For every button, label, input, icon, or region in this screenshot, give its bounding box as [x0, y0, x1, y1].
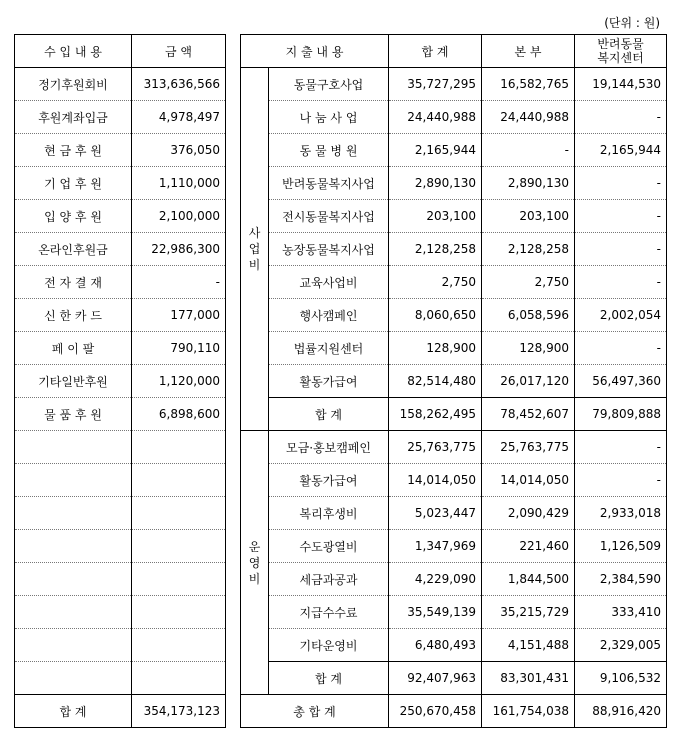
expense-total: 4,229,090	[389, 563, 482, 596]
subtotal-center: 79,809,888	[575, 398, 667, 431]
income-item-header: 수 입 내 용	[15, 35, 132, 68]
expense-item: 활동가급여	[269, 464, 389, 497]
income-amount: 1,110,000	[132, 167, 226, 200]
expense-center: 333,410	[575, 596, 667, 629]
expense-total: 6,480,493	[389, 629, 482, 662]
expense-hq: -	[482, 134, 575, 167]
expense-hq: 26,017,120	[482, 365, 575, 398]
category-char: 비	[248, 571, 261, 586]
income-item: 기타일반후원	[15, 365, 132, 398]
income-empty-row	[15, 629, 226, 662]
expense-item: 지급수수료	[269, 596, 389, 629]
expense-item: 수도광열비	[269, 530, 389, 563]
income-header-row	[15, 35, 226, 68]
expense-total: 35,727,295	[389, 68, 482, 101]
expense-center: -	[575, 167, 667, 200]
expense-hq: 128,900	[482, 332, 575, 365]
unit-label: (단위 : 원)	[604, 16, 660, 30]
subtotal-center: 9,106,532	[575, 662, 667, 695]
expense-item: 반려동물복지사업	[269, 167, 389, 200]
category-char: 업	[248, 242, 261, 256]
expense-center: -	[575, 431, 667, 464]
income-row	[15, 332, 226, 365]
expense-total-header: 합 계	[389, 35, 482, 68]
subtotal-label: 합 계	[269, 662, 389, 695]
income-row	[15, 398, 226, 431]
income-row	[15, 167, 226, 200]
expense-row	[241, 365, 667, 398]
expense-hq: 2,128,258	[482, 233, 575, 266]
expense-item: 동물구호사업	[269, 68, 389, 101]
category-char: 사	[248, 226, 261, 240]
expense-total: 24,440,988	[389, 101, 482, 134]
empty-cell	[132, 530, 226, 563]
subtotal-total: 158,262,495	[389, 398, 482, 431]
expense-center: 2,384,590	[575, 563, 667, 596]
expense-item: 교육사업비	[269, 266, 389, 299]
expense-center: 56,497,360	[575, 365, 667, 398]
expense-hq: 1,844,500	[482, 563, 575, 596]
expense-center: 2,329,005	[575, 629, 667, 662]
expense-row	[241, 629, 667, 662]
expense-row	[241, 464, 667, 497]
expense-item: 모금·홍보캠페인	[269, 431, 389, 464]
expense-center: 2,165,944	[575, 134, 667, 167]
expense-total: 2,890,130	[389, 167, 482, 200]
expense-row	[241, 530, 667, 563]
expense-row	[241, 497, 667, 530]
expense-hq: 16,582,765	[482, 68, 575, 101]
expense-row	[241, 299, 667, 332]
expense-hq: 2,750	[482, 266, 575, 299]
income-row	[15, 299, 226, 332]
subtotal-hq: 78,452,607	[482, 398, 575, 431]
expense-row	[241, 134, 667, 167]
center-header-line1: 반려동물	[597, 37, 644, 51]
expense-hq: 35,215,729	[482, 596, 575, 629]
empty-cell	[132, 629, 226, 662]
expense-total: 25,763,775	[389, 431, 482, 464]
income-item: 온라인후원금	[15, 233, 132, 266]
grand-total-row	[241, 695, 667, 728]
income-empty-row	[15, 596, 226, 629]
expense-total: 128,900	[389, 332, 482, 365]
grand-total-label: 총 합 계	[241, 695, 389, 728]
income-item: 신 한 카 드	[15, 299, 132, 332]
grand-total-total: 250,670,458	[389, 695, 482, 728]
income-item: 현 금 후 원	[15, 134, 132, 167]
income-amount: 22,986,300	[132, 233, 226, 266]
subtotal-total: 92,407,963	[389, 662, 482, 695]
income-empty-row	[15, 563, 226, 596]
expense-center: -	[575, 266, 667, 299]
empty-cell	[15, 563, 132, 596]
expense-total: 8,060,650	[389, 299, 482, 332]
income-item: 후원계좌입금	[15, 101, 132, 134]
empty-cell	[132, 497, 226, 530]
empty-cell	[15, 662, 132, 695]
expense-hq: 4,151,488	[482, 629, 575, 662]
expense-hq: 14,014,050	[482, 464, 575, 497]
empty-cell	[15, 530, 132, 563]
expense-item: 전시동물복지사업	[269, 200, 389, 233]
income-amount-header: 금 액	[132, 35, 226, 68]
expense-center: 2,002,054	[575, 299, 667, 332]
income-item: 정기후원회비	[15, 68, 132, 101]
income-amount: 1,120,000	[132, 365, 226, 398]
income-amount: 4,978,497	[132, 101, 226, 134]
expense-total: 14,014,050	[389, 464, 482, 497]
expense-total: 203,100	[389, 200, 482, 233]
operating-subtotal-row	[241, 662, 667, 695]
empty-cell	[15, 497, 132, 530]
expense-total: 2,165,944	[389, 134, 482, 167]
income-amount: 2,100,000	[132, 200, 226, 233]
expense-total: 2,750	[389, 266, 482, 299]
expense-table	[240, 34, 667, 728]
expense-hq: 6,058,596	[482, 299, 575, 332]
grand-total-center: 88,916,420	[575, 695, 667, 728]
income-row	[15, 68, 226, 101]
expense-item: 법률지원센터	[269, 332, 389, 365]
business-subtotal-row	[241, 398, 667, 431]
income-total-label: 합 계	[15, 695, 132, 728]
expense-center: -	[575, 332, 667, 365]
expense-item-header: 지 출 내 용	[241, 35, 389, 68]
subtotal-hq: 83,301,431	[482, 662, 575, 695]
empty-cell	[15, 629, 132, 662]
expense-row	[241, 431, 667, 464]
expense-item: 나 눔 사 업	[269, 101, 389, 134]
income-total-amount: 354,173,123	[132, 695, 226, 728]
expense-row	[241, 167, 667, 200]
expense-hq: 203,100	[482, 200, 575, 233]
empty-cell	[132, 596, 226, 629]
income-empty-row	[15, 464, 226, 497]
income-amount: 790,110	[132, 332, 226, 365]
center-header-line2: 복지센터	[597, 51, 644, 65]
grand-total-hq: 161,754,038	[482, 695, 575, 728]
expense-row	[241, 68, 667, 101]
expense-header-row	[241, 35, 667, 68]
category-char: 영	[248, 555, 261, 570]
expense-row	[241, 266, 667, 299]
income-item: 기 업 후 원	[15, 167, 132, 200]
expense-item: 세금과공과	[269, 563, 389, 596]
income-amount: 376,050	[132, 134, 226, 167]
income-amount: 177,000	[132, 299, 226, 332]
expense-hq-header: 본 부	[482, 35, 575, 68]
subtotal-label: 합 계	[269, 398, 389, 431]
expense-center: -	[575, 200, 667, 233]
expense-total: 35,549,139	[389, 596, 482, 629]
expense-row	[241, 563, 667, 596]
empty-cell	[132, 431, 226, 464]
empty-cell	[132, 464, 226, 497]
income-amount: -	[132, 266, 226, 299]
income-amount: 6,898,600	[132, 398, 226, 431]
income-row	[15, 134, 226, 167]
expense-center: 19,144,530	[575, 68, 667, 101]
expense-total: 82,514,480	[389, 365, 482, 398]
expense-center-header	[575, 35, 667, 68]
expense-row	[241, 596, 667, 629]
income-empty-row	[15, 530, 226, 563]
expense-center: -	[575, 233, 667, 266]
income-row	[15, 200, 226, 233]
empty-cell	[15, 464, 132, 497]
expense-total: 5,023,447	[389, 497, 482, 530]
income-item: 전 자 결 재	[15, 266, 132, 299]
expense-item: 활동가급여	[269, 365, 389, 398]
income-amount: 313,636,566	[132, 68, 226, 101]
expense-row	[241, 200, 667, 233]
income-row	[15, 266, 226, 299]
expense-item: 기타운영비	[269, 629, 389, 662]
empty-cell	[132, 563, 226, 596]
income-empty-row	[15, 662, 226, 695]
expense-hq: 221,460	[482, 530, 575, 563]
operating-category-cell	[241, 431, 269, 695]
income-item: 물 품 후 원	[15, 398, 132, 431]
expense-hq: 25,763,775	[482, 431, 575, 464]
expense-hq: 2,090,429	[482, 497, 575, 530]
expense-center: 2,933,018	[575, 497, 667, 530]
income-empty-row	[15, 431, 226, 464]
income-item: 입 양 후 원	[15, 200, 132, 233]
expense-row	[241, 332, 667, 365]
expense-item: 행사캠페인	[269, 299, 389, 332]
expense-center: 1,126,509	[575, 530, 667, 563]
expense-hq: 24,440,988	[482, 101, 575, 134]
empty-cell	[15, 431, 132, 464]
empty-cell	[15, 596, 132, 629]
expense-center: -	[575, 101, 667, 134]
expense-item: 농장동물복지사업	[269, 233, 389, 266]
income-table	[14, 34, 226, 728]
income-empty-row	[15, 497, 226, 530]
income-row	[15, 101, 226, 134]
empty-cell	[132, 662, 226, 695]
expense-center: -	[575, 464, 667, 497]
category-char: 비	[248, 258, 261, 272]
expense-item: 동 물 병 원	[269, 134, 389, 167]
income-row	[15, 365, 226, 398]
expense-hq: 2,890,130	[482, 167, 575, 200]
business-category-cell	[241, 68, 269, 431]
income-item: 페 이 팔	[15, 332, 132, 365]
expense-row	[241, 101, 667, 134]
category-char: 운	[248, 539, 261, 554]
expense-total: 2,128,258	[389, 233, 482, 266]
income-row	[15, 233, 226, 266]
expense-row	[241, 233, 667, 266]
expense-item: 복리후생비	[269, 497, 389, 530]
income-total-row	[15, 695, 226, 728]
expense-total: 1,347,969	[389, 530, 482, 563]
